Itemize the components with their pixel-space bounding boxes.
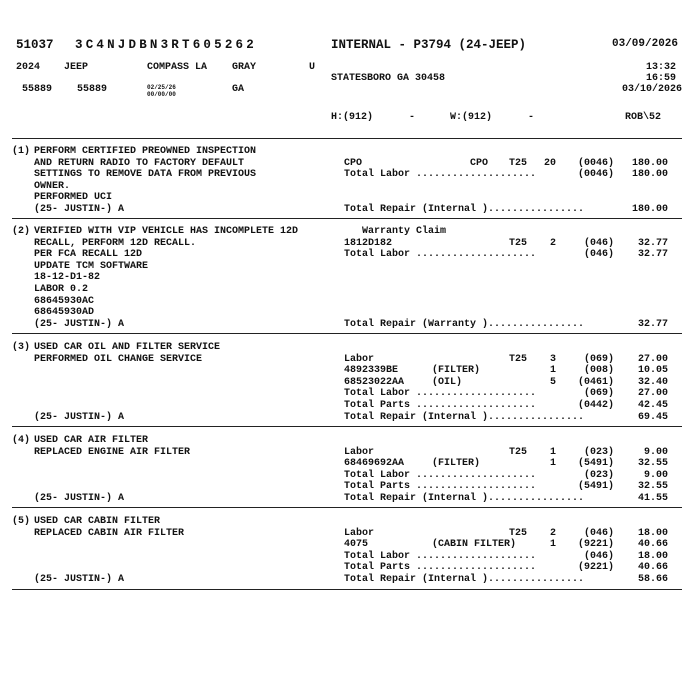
- line-label: Total Labor ....................: [344, 469, 537, 481]
- line-code: (046): [583, 249, 614, 261]
- line-amount: 32.55: [637, 481, 668, 493]
- state: GA: [232, 84, 245, 95]
- job-number: (3): [12, 342, 31, 353]
- job-technician: (25- JUSTIN-) A: [34, 493, 125, 504]
- part-description: (FILTER): [432, 458, 481, 470]
- part-number: 4075: [344, 539, 369, 551]
- line-amount: 9.00: [643, 446, 668, 458]
- job-technician: (25- JUSTIN-) A: [34, 574, 125, 585]
- time-out: 16:59: [645, 73, 676, 84]
- line-amount: 18.00: [637, 527, 668, 539]
- line-label: Total Parts ....................: [344, 562, 537, 574]
- line-code: (0046): [577, 157, 614, 169]
- line-label: Total Repair (Internal )................: [344, 411, 585, 423]
- line-label: 1812D182: [344, 237, 393, 249]
- line-qty: 2: [549, 237, 556, 249]
- part-number: 4892339BE: [344, 365, 399, 377]
- job-desc-line: PER FCA RECALL 12D: [34, 249, 143, 261]
- line-amount: 69.45: [637, 411, 668, 423]
- line-label: Total Labor ....................: [344, 550, 537, 562]
- warranty-claim-label: Warranty Claim: [344, 226, 447, 237]
- line-code: (069): [583, 353, 614, 365]
- line-amount: 40.66: [637, 562, 668, 574]
- date-out: 03/10/2026: [621, 84, 682, 95]
- line-amount: 9.00: [643, 469, 668, 481]
- time-in: 13:32: [645, 62, 676, 73]
- small-date-2: 00/00/00: [147, 91, 176, 98]
- line-code: (0442): [577, 400, 614, 411]
- line-amount: 32.40: [637, 376, 668, 388]
- line-code: (023): [583, 446, 614, 458]
- line-label: Total Labor ....................: [344, 249, 537, 261]
- job-desc-line: 18-12-D1-82: [34, 272, 101, 284]
- vin: 3C4NJDBN3RT605262: [75, 38, 257, 52]
- line-label: Total Repair (Internal )................: [344, 204, 585, 215]
- job-desc-line: VERIFIED WITH VIP VEHICLE HAS INCOMPLETE 12D: [34, 226, 299, 237]
- vehicle-model: COMPASS LA: [147, 62, 208, 73]
- date-top: 03/09/2026: [612, 38, 679, 50]
- divider: [12, 333, 682, 334]
- line-amount: 27.00: [637, 353, 668, 365]
- job-desc-line: USED CAR AIR FILTER: [34, 435, 149, 446]
- divider: [12, 507, 682, 508]
- line-sub: CPO: [470, 157, 489, 169]
- mileage-out: 55889: [77, 84, 108, 95]
- line-amount: 32.55: [637, 458, 668, 470]
- job-desc-line: PERFORMED UCI: [34, 192, 113, 204]
- line-label: Total Labor ....................: [344, 388, 537, 400]
- line-code: (5491): [577, 458, 614, 470]
- job-number: (4): [12, 435, 31, 446]
- line-tech: T25: [509, 157, 528, 169]
- line-amount: 10.05: [637, 365, 668, 377]
- line-qty: 1: [549, 539, 556, 551]
- line-qty: 1: [549, 365, 556, 377]
- job-technician: (25- JUSTIN-) A: [34, 204, 125, 215]
- vehicle-make: JEEP: [64, 62, 89, 73]
- line-amount: 41.55: [637, 493, 668, 504]
- job-technician: (25- JUSTIN-) A: [34, 411, 125, 423]
- line-amount: 27.00: [637, 388, 668, 400]
- job-desc-line: SETTINGS TO REMOVE DATA FROM PREVIOUS: [34, 169, 257, 181]
- job-desc-line: UPDATE TCM SOFTWARE: [34, 260, 149, 272]
- job-desc-line: REPLACED ENGINE AIR FILTER: [34, 446, 191, 458]
- line-tech: T25: [509, 353, 528, 365]
- line-qty: 5: [549, 376, 556, 388]
- line-code: (9221): [577, 562, 614, 574]
- line-label: Total Parts ....................: [344, 481, 537, 493]
- small-date-1: 02/25/26: [147, 84, 176, 91]
- work-phone: W:(912) -: [450, 112, 535, 123]
- line-code: (008): [583, 365, 614, 377]
- part-description: (CABIN FILTER): [432, 539, 517, 551]
- line-code: (046): [583, 237, 614, 249]
- line-qty: 1: [549, 458, 556, 470]
- part-description: (OIL): [432, 376, 463, 388]
- line-code: (046): [583, 550, 614, 562]
- divider: [12, 218, 682, 219]
- line-tech: T25: [509, 237, 528, 249]
- line-code: (0046): [577, 169, 614, 181]
- line-tech: T25: [509, 527, 528, 539]
- job-number: (5): [12, 516, 31, 527]
- job-number: (2): [12, 226, 31, 237]
- job-desc-line: PERFORMED OIL CHANGE SERVICE: [34, 353, 203, 365]
- line-amount: 42.45: [637, 400, 668, 411]
- vehicle-color: GRAY: [232, 62, 257, 73]
- part-description: (FILTER): [432, 365, 481, 377]
- job-desc-line: 68645930AC: [34, 295, 95, 307]
- divider: [12, 426, 682, 427]
- line-label: Total Labor ....................: [344, 169, 537, 181]
- part-number: 68523022AA: [344, 376, 405, 388]
- line-code: (069): [583, 388, 614, 400]
- line-tech: T25: [509, 446, 528, 458]
- line-amount: 58.66: [637, 574, 668, 585]
- divider: [12, 138, 682, 139]
- divider: [12, 589, 682, 590]
- line-amount: 32.77: [637, 249, 668, 261]
- city-state-zip: STATESBORO GA 30458: [331, 73, 446, 84]
- job-desc-line: USED CAR OIL AND FILTER SERVICE: [34, 342, 221, 353]
- line-qty: 3: [549, 353, 556, 365]
- mileage-in: 55889: [22, 84, 53, 95]
- line-label: Labor: [344, 446, 375, 458]
- line-code: (9221): [577, 539, 614, 551]
- job-desc-line: LABOR 0.2: [34, 284, 89, 295]
- job-desc-line: OWNER.: [34, 180, 71, 192]
- line-amount: 32.77: [637, 318, 668, 330]
- line-code: (023): [583, 469, 614, 481]
- line-label: Total Repair (Warranty )................: [344, 318, 585, 330]
- job-desc-line: REPLACED CABIN AIR FILTER: [34, 527, 185, 539]
- line-label: Labor: [344, 353, 375, 365]
- order-type: INTERNAL - P3794 (24-JEEP): [331, 38, 527, 52]
- line-label: Labor: [344, 527, 375, 539]
- ro-number: 51037: [16, 38, 54, 52]
- job-technician: (25- JUSTIN-) A: [34, 318, 125, 330]
- line-label: Total Parts ....................: [344, 400, 537, 411]
- job-desc-line: 68645930AD: [34, 307, 95, 319]
- job-desc-line: RECALL, PERFORM 12D RECALL.: [34, 237, 197, 249]
- line-label: Total Repair (Internal )................: [344, 574, 585, 585]
- advisor-code: ROB\52: [625, 112, 662, 123]
- line-amount: 32.77: [637, 237, 668, 249]
- line-code: (0461): [577, 376, 614, 388]
- vehicle-year: 2024: [16, 62, 41, 73]
- vehicle-flag: U: [309, 62, 316, 73]
- line-qty: 2: [549, 527, 556, 539]
- line-label: Total Repair (Internal )................: [344, 493, 585, 504]
- line-amount: 180.00: [631, 157, 668, 169]
- line-amount: 40.66: [637, 539, 668, 551]
- job-number: (1): [12, 146, 31, 157]
- home-phone: H:(912) -: [331, 112, 416, 123]
- line-qty: 20: [543, 157, 556, 169]
- line-amount: 180.00: [631, 204, 668, 215]
- line-code: (5491): [577, 481, 614, 493]
- line-code: (046): [583, 527, 614, 539]
- job-desc-line: USED CAR CABIN FILTER: [34, 516, 161, 527]
- line-qty: 1: [549, 446, 556, 458]
- part-number: 68469692AA: [344, 458, 405, 470]
- job-desc-line: AND RETURN RADIO TO FACTORY DEFAULT: [34, 157, 245, 169]
- job-desc-line: PERFORM CERTIFIED PREOWNED INSPECTION: [34, 146, 257, 157]
- line-label: CPO: [344, 157, 363, 169]
- line-amount: 180.00: [631, 169, 668, 181]
- line-amount: 18.00: [637, 550, 668, 562]
